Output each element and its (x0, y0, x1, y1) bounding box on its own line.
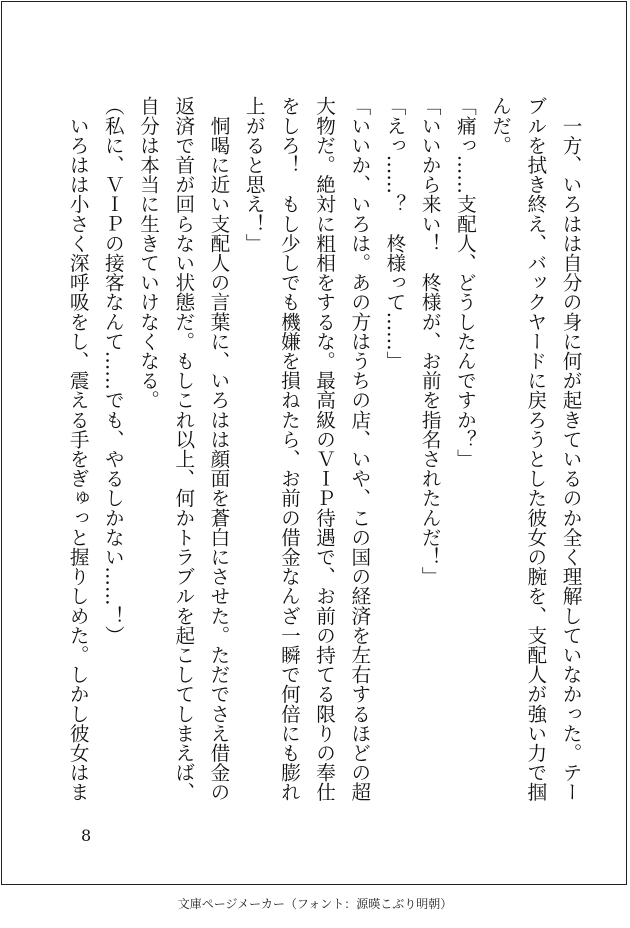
book-page (1, 1, 627, 885)
text-line-1: 一方、いろはは自分の身に何が起きているのか全く理解していなかった。テー (559, 96, 582, 802)
text-line-15: いろはは小さく深呼吸をし、震える手をぎゅっと握りしめた。しかし彼女はま (66, 96, 90, 802)
text-line-9: をしろ！ もし少しでも機嫌を損ねたら、お前の借金なんざ一瞬で何倍にも膨れ (277, 96, 301, 802)
page-number: 8 (81, 826, 92, 845)
text-line-7: 「いいか、いろは。あの方はうちの店、いや、この国の経済を左右するほどの超 (347, 96, 371, 802)
text-line-14: （私に、ＶＩＰの接客なんて……でも、やるしかない……！） (101, 96, 125, 645)
text-line-8: 大物だ。絶対に粗相をするな。最高級のＶＩＰ待遇で、お前の持てる限りの奉仕 (312, 96, 336, 802)
text-line-11: 恫喝に近い支配人の言葉に、いろはは顔面を蒼白にさせた。ただでさえ借金の (206, 96, 230, 802)
text-line-6: 「えっ……？ 柊様って……」 (382, 96, 406, 371)
text-line-4: 「痛っ……支配人、どうしたんですか？」 (453, 96, 477, 469)
vertical-body-text (60, 96, 588, 802)
text-line-3: んだ。 (488, 96, 512, 155)
text-line-13: 自分は本当に生きていけなくなる。 (136, 96, 160, 410)
text-line-5: 「いいから来い！ 柊様が、お前を指名されたんだ！」 (418, 96, 442, 586)
text-line-2: ブルを拭き終え、バックヤードに戻ろうとした彼女の腕を、支配人が強い力で掴 (523, 96, 547, 802)
text-line-10: 上がると思え！」 (242, 96, 266, 253)
text-line-12: 返済で首が回らない状態だ。もしこれ以上、何かトラブルを起こしてしまえば、 (171, 96, 195, 802)
footer-credit: 文庫ページメーカー（フォント：源暎こぶり明朝） (177, 897, 453, 911)
